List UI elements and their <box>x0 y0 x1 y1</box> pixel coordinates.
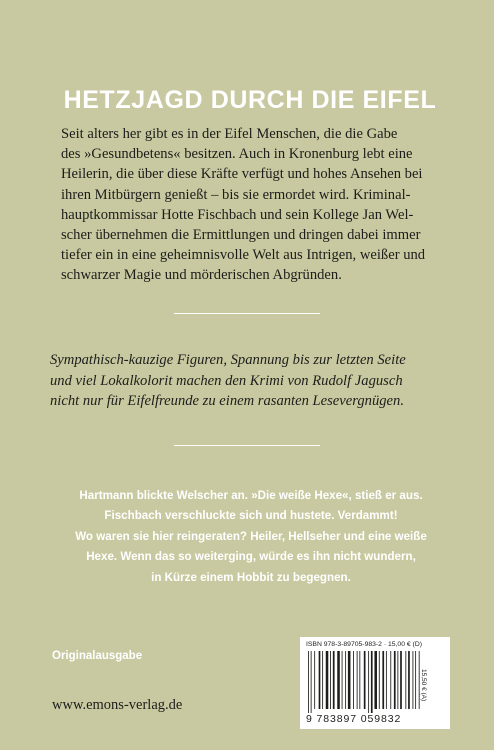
barcode-bar <box>330 651 331 709</box>
blurb-line: tiefer ein in eine geheimnisvolle Welt aus Intrigen, weißer und <box>61 247 426 264</box>
barcode-panel <box>300 637 450 729</box>
blurb-line: ihren Mitbürgern genießt – bis sie ermordet wird. Kriminal- <box>61 186 411 203</box>
barcode-bar <box>405 651 406 709</box>
barcode-bar <box>382 651 384 709</box>
isbn-line: ISBN 978-3-89705-983-2 · 15,00 € (D) <box>306 641 422 648</box>
barcode-bar <box>353 651 354 709</box>
divider <box>174 313 320 314</box>
barcode-bar <box>364 651 366 709</box>
tagline-paragraph <box>50 350 445 412</box>
barcode-bar <box>359 651 360 709</box>
barcode-bar <box>371 651 373 713</box>
excerpt-line: Wo waren sie hier reingeraten? Heiler, Hellseher und eine weiße <box>75 529 427 543</box>
barcode-bar <box>319 651 321 709</box>
blurb-line: schwarzer Magie und mörderischen Abgründen. <box>61 267 342 284</box>
barcode-bar <box>386 651 387 709</box>
barcode-bar <box>400 651 402 709</box>
blurb-line: hauptkommissar Hotte Fischbach und sein Kollege Jan Wel- <box>61 206 414 223</box>
excerpt-line: in Kürze einem Hobbit zu begegnen. <box>151 570 351 584</box>
price-austria: 15,50 € (A) <box>420 669 427 702</box>
barcode-icon <box>306 651 424 713</box>
barcode-bar <box>348 651 351 709</box>
excerpt-line: Hartmann blickte Welscher an. »Die weiße Hexe«, stieß er aus. <box>79 489 423 502</box>
divider <box>174 445 320 446</box>
barcode-bar <box>379 651 380 709</box>
barcode-bar <box>397 651 398 709</box>
barcode-bar <box>311 651 312 713</box>
barcode-bar <box>413 651 414 709</box>
edition-label: Originalausgabe <box>52 650 143 662</box>
excerpt-paragraph <box>61 486 441 588</box>
blurb-paragraph <box>61 124 437 286</box>
barcode-bar <box>408 651 410 709</box>
barcode-bar <box>342 651 343 709</box>
barcode-bar <box>314 651 315 709</box>
barcode-bar <box>374 651 377 709</box>
blurb-line: scher übernehmen die Ermittlungen und dringen dabei immer <box>61 227 421 244</box>
barcode-bar <box>337 651 340 709</box>
barcode-number: 9 783897 059832 <box>306 713 402 725</box>
publisher-url: www.emons-verlag.de <box>52 697 183 713</box>
barcode-bar <box>415 651 416 709</box>
tagline-line: und viel Lokalkolorit machen den Krimi von Rudolf Jagusch <box>50 372 403 389</box>
barcode-bar <box>357 651 358 709</box>
barcode-bar <box>368 651 369 713</box>
blurb-line: Heilerin, die über diese Kräfte verfügt und hohes Ansehen bei <box>61 166 423 183</box>
barcode-bar <box>345 651 346 709</box>
barcode-bar <box>326 651 329 709</box>
blurb-line: Seit alters her gibt es in der Eifel Menschen, die die Gabe <box>61 126 398 142</box>
barcode-bar <box>322 651 323 709</box>
headline: HETZJAGD DURCH DIE EIFEL <box>63 86 437 114</box>
blurb-line: des »Gesundbetens« besitzen. Auch in Kronenburg lebt eine <box>61 146 413 163</box>
barcode-bar <box>308 651 309 713</box>
tagline-line: nicht nur für Eifelfreunde zu einem rasanten Lesevergnügen. <box>50 393 404 410</box>
barcode-bar <box>394 651 396 709</box>
excerpt-line: Hexe. Wenn das so weiterging, würde es ihn nicht wundern, <box>86 550 416 564</box>
tagline-line: Sympathisch-kauzige Figuren, Spannung bis zur letzten Seite <box>50 352 406 368</box>
excerpt-line: Fischbach verschluckte sich und hustete. Verdammt! <box>104 509 398 523</box>
barcode-bar <box>333 651 335 709</box>
barcode-bar <box>390 651 391 709</box>
